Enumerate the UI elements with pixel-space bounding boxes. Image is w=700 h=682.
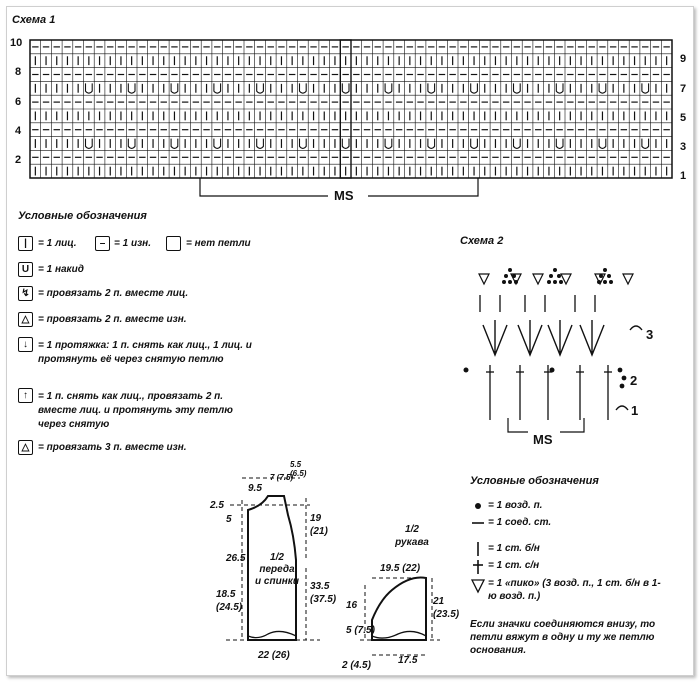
chain-dot [618,368,623,373]
slip-stitch [630,326,642,330]
sleeve-hem [372,631,426,638]
legend-purl: = 1 изн. [114,238,151,249]
row-number-right: 7 [680,83,687,95]
measure-sleeve-left: 16 [346,600,358,611]
picot-mark [533,274,543,284]
scheme2-row-label: 3 [646,327,654,342]
body-hem [248,631,296,637]
chain-dot [504,274,508,278]
measure-top2: 7 (7.5) [270,473,294,482]
measure-top1: 9.5 [248,483,262,494]
row-number-left: 6 [15,96,22,108]
chain-dot [549,274,553,278]
measure-sleeve-right: 21 (23.5) [433,596,460,620]
chain-dot [553,280,557,284]
measure-length: 33.5 (37.5) [310,581,337,605]
knit-chart-grid [30,40,672,196]
yarn-over-symbol-icon: U [18,262,33,277]
skpo-symbol-icon: ↓ [18,337,33,352]
p3tog-symbol-icon: △ [18,440,33,455]
row-number-left: 2 [15,154,22,166]
chain-dot [553,268,557,272]
chain-dot [514,280,518,284]
legend-picot: = 1 «пико» (3 возд. п., 1 ст. б/н в 1-ю возд. п.) [488,578,661,602]
fan-stitch [548,320,572,355]
chain-dot [508,268,512,272]
legend-skpo: = 1 протяжка: 1 п. снять как лиц., 1 лиц. и протянуть её через снятую петлю [38,340,252,365]
chain-dot [557,274,561,278]
slip-stitch [616,406,628,410]
legend-p3tog: = провязать 3 п. вместе изн. [38,442,187,453]
legend-k2tog: = провязать 2 п. вместе лиц. [38,288,189,299]
chain-dot [622,376,627,381]
measure-shoulder: 2.5 [210,500,224,511]
chain-dot [609,280,613,284]
no-stitch-symbol-icon [166,236,181,251]
sleeve-pattern-label: 1/2 рукава [395,524,429,548]
measure-armhole: 19 (21) [310,513,328,537]
chain-dot [599,274,603,278]
chain-dot [547,280,551,284]
picot-mark [623,274,633,284]
knit-symbol-icon: | [18,236,33,251]
legend-sk2po: = 1 п. снять как лиц., провязать 2 п. вместе лиц. и протянуть эту петлю через снятую [38,391,233,430]
row-number-left: 8 [15,66,22,78]
picot-mark [479,274,489,284]
sk2po-symbol-icon: ↑ [18,388,33,403]
row-number-left: 4 [15,125,22,137]
measure-width: 22 (26) [258,650,290,661]
chain-dot [559,280,563,284]
fan-stitch [518,320,542,355]
chain-dot [620,384,625,389]
measure-sleeve-bottom: 17.5 [398,655,418,666]
k2tog-symbol-icon: ↯ [18,286,33,301]
measure-neck: 5 [226,514,232,525]
measure-sleeve-edge: 2 (4.5) [342,660,371,671]
sleeve-outline [372,578,426,641]
measure-top3: 5.5 (6.5) [290,460,307,478]
row-number-right: 5 [680,112,687,124]
fan-stitch [483,320,507,355]
chain-dot [550,368,555,373]
chain-dot [597,280,601,284]
chain-dot [603,280,607,284]
legend-slip: = 1 соед. ст. [488,517,552,528]
chain-dot [512,274,516,278]
ms-bracket [508,418,584,432]
chain-dot [502,280,506,284]
row-number-left: 10 [10,37,23,49]
row-number-right: 3 [680,141,687,153]
body-pattern-label: 1/2 переда и спинки [255,552,299,587]
chain-icon [475,503,481,509]
measure-side2: 18.5 (24.5) [216,589,243,613]
scheme2-row-label: 1 [631,403,639,418]
measure-sleeve-cuff: 5 (7.5) [346,625,375,636]
picot-icon [472,580,484,592]
legend-no-stitch: = нет петли [186,238,251,249]
scheme2-title: Схема 2 [460,235,504,247]
legend2-title: Условные обозначения [470,475,599,487]
measure-sleeve-top: 19.5 (22) [380,563,421,574]
legend-p2tog: = провязать 2 п. вместе изн. [38,314,187,325]
p2tog-symbol-icon: △ [18,312,33,327]
legend1-title: Условные обозначения [18,210,147,222]
legend-dc: = 1 ст. с/н [488,560,540,571]
row-number-right: 1 [680,170,687,182]
row-number-right: 9 [680,53,687,65]
legend-note: Если значки соединяются внизу, то петли вяжут в одну и ту же петлю основания. [470,619,656,656]
scheme2-row-label: 2 [630,373,638,388]
purl-symbol-icon: – [95,236,110,251]
chain-dot [508,280,512,284]
chain-dot [603,268,607,272]
legend-sc: = 1 ст. б/н [488,543,540,554]
chain-dot [464,368,469,373]
legend-knit: = 1 лиц. [38,238,77,249]
scheme1-title: Схема 1 [12,14,56,26]
ms-label: MS [334,188,354,203]
legend-yarn-over: = 1 накид [38,264,84,275]
legend-chain: = 1 возд. п. [488,500,543,511]
fan-stitch [580,320,604,355]
scheme2-ms-label: MS [533,432,553,447]
chain-dot [607,274,611,278]
measure-side1: 26.5 [226,553,246,564]
